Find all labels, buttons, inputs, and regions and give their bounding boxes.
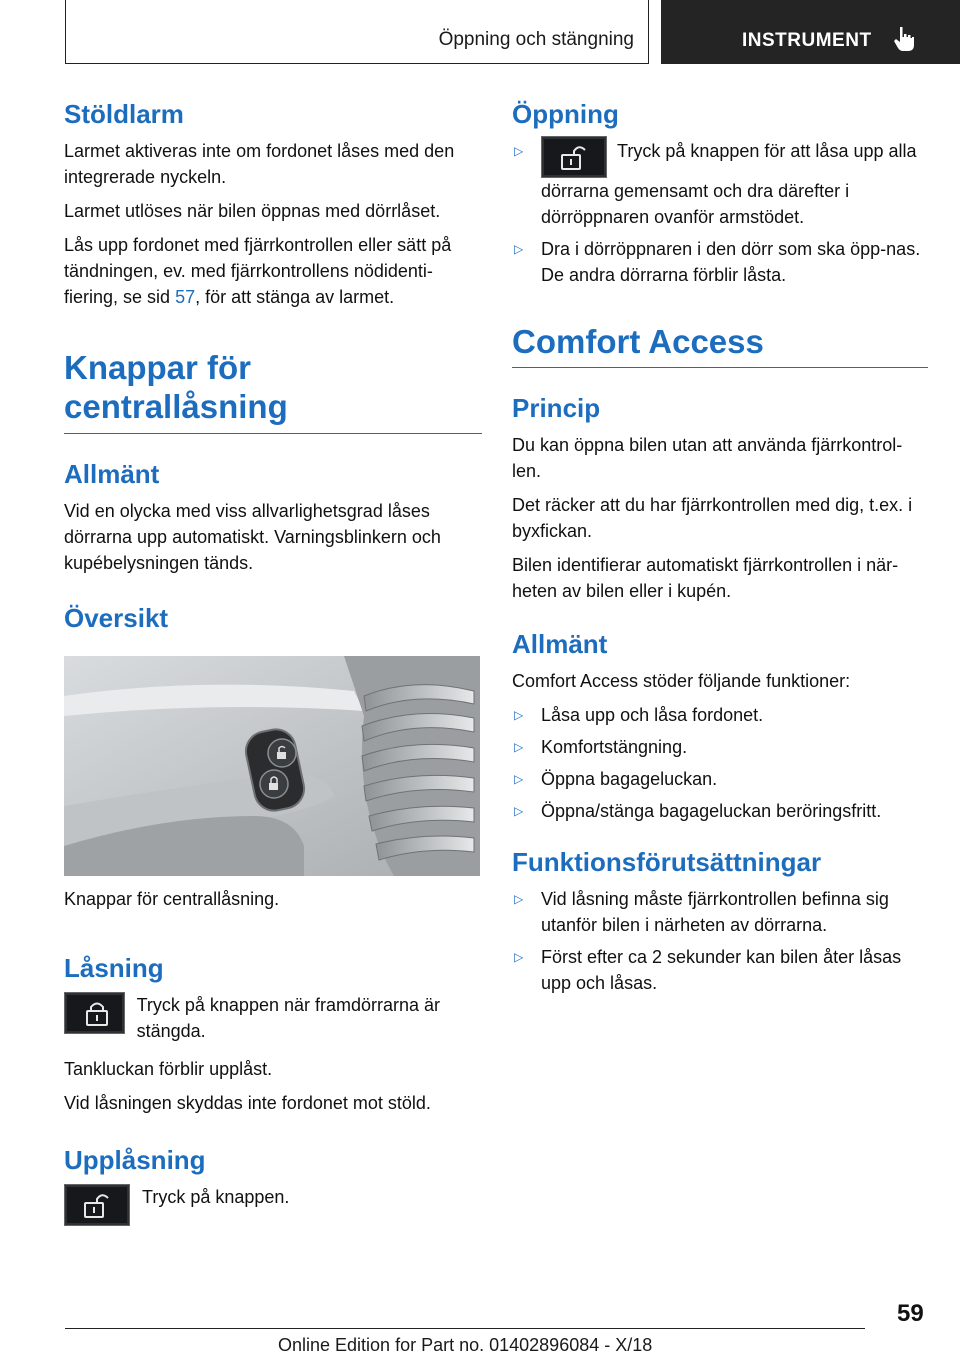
list-item xyxy=(512,138,928,230)
allmant-heading-left: Allmänt xyxy=(64,459,160,490)
lasning-p1: Tankluckan förblir upplåst. xyxy=(64,1058,273,1079)
princip-p3: Bilen identifierar automatiskt fjärrkontrollen i när-heten av bilen eller i kupén. xyxy=(512,555,899,602)
upplasning-row xyxy=(64,1184,482,1226)
chapter-title-centrallasning: Knappar för centrallåsning xyxy=(64,348,482,434)
header-section-title: Öppning och stängning xyxy=(438,28,634,50)
list-item xyxy=(512,944,928,996)
oppning-item-2: Dra i dörröppnaren i den dörr som ska öpp-nas. De andra dörrarna förblir låsta. xyxy=(541,238,921,285)
unlock-button-image xyxy=(64,1184,130,1226)
allmant-item: Låsa upp och låsa fordonet. xyxy=(541,705,764,726)
unlock-icon xyxy=(560,143,588,171)
oppning-item-1: Tryck på knappen för att låsa upp alla dörrarna gemensamt och dra därefter i dörröppnaren ovanför armstödet. xyxy=(541,140,917,227)
header-chapter-tab xyxy=(661,0,960,64)
chapter-title-comfort-access: Comfort Access xyxy=(512,322,928,369)
edition-line: Online Edition for Part no. 01402896084 - X/18 xyxy=(278,1335,653,1355)
left-column xyxy=(64,100,482,1238)
allmant-item: Öppna/stänga bagageluckan beröringsfritt. xyxy=(541,801,882,822)
page-link-57[interactable]: 57 xyxy=(175,286,196,307)
princip-heading: Princip xyxy=(512,393,601,424)
oppning-list xyxy=(512,138,928,288)
oversikt-caption: Knappar för centrallåsning. xyxy=(64,888,280,909)
princip-p2: Det räcker att du har fjärrkontrollen med dig, t.ex. i byxfickan. xyxy=(512,495,913,542)
lock-icon xyxy=(83,999,111,1027)
footer-divider xyxy=(65,1328,865,1329)
triangle-bullet-icon: ▷ xyxy=(514,708,524,723)
triangle-bullet-icon: ▷ xyxy=(514,241,524,256)
allmant-list xyxy=(512,702,928,824)
page-number: 59 xyxy=(897,1300,924,1327)
list-item xyxy=(512,798,928,824)
funktion-item: Vid låsning måste fjärrkontrollen befinna sig utanför bilen i närheten av dörrarna. xyxy=(541,889,889,936)
triangle-bullet-icon: ▷ xyxy=(514,143,524,158)
stoldlarm-p3-text: Lås upp fordonet med fjärrkontrollen eller sätt på tändningen, ev. med fjärrkontrollens nödidenti-fiering, se sid xyxy=(64,234,452,307)
triangle-bullet-icon: ▷ xyxy=(514,950,524,965)
list-item xyxy=(512,702,928,728)
funktion-item: Först efter ca 2 sekunder kan bilen åter låsas upp och låsas. xyxy=(541,947,902,994)
oppning-heading: Öppning xyxy=(512,99,619,129)
funktion-list xyxy=(512,886,928,996)
header-chapter-label: INSTRUMENT xyxy=(742,30,872,51)
lasning-p2: Vid låsningen skyddas inte fordonet mot stöld. xyxy=(64,1092,431,1113)
triangle-bullet-icon: ▷ xyxy=(514,892,524,907)
door-panel-illustration xyxy=(64,656,480,876)
upplasning-heading: Upplåsning xyxy=(64,1144,206,1175)
list-item xyxy=(512,236,928,288)
allmant-intro-right: Comfort Access stöder följande funktioner: xyxy=(512,671,851,692)
upplasning-button-text: Tryck på knappen. xyxy=(142,1186,290,1207)
list-item xyxy=(512,886,928,938)
oversikt-heading: Översikt xyxy=(64,602,169,633)
lasning-button-text: Tryck på knappen när framdörrarna är stängda. xyxy=(136,994,441,1041)
allmant-p1-left: Vid en olycka med viss allvarlighetsgrad låses dörrarna upp automatiskt. Varningsblinkern och kupébelysningen tänds. xyxy=(64,500,441,573)
lasning-row xyxy=(64,992,482,1044)
unlock-button-image-inline xyxy=(541,136,607,178)
right-column xyxy=(512,100,928,1002)
header-section-tab xyxy=(65,0,649,64)
lasning-heading: Låsning xyxy=(64,952,164,983)
funktion-heading: Funktionsförutsättningar xyxy=(512,847,822,878)
list-item xyxy=(512,766,928,792)
stoldlarm-p3 xyxy=(64,232,482,310)
allmant-item: Öppna bagageluckan. xyxy=(541,769,718,790)
door-locking-buttons-photo xyxy=(64,656,480,876)
stoldlarm-p3-tail: , för att stänga av larmet. xyxy=(195,286,395,307)
pointing-hand-icon xyxy=(893,26,915,52)
princip-p1: Du kan öppna bilen utan att använda fjärrkontrol-len. xyxy=(512,435,903,482)
allmant-item: Komfortstängning. xyxy=(541,737,688,758)
stoldlarm-p2: Larmet utlöses när bilen öppnas med dörrlåset. xyxy=(64,200,441,221)
triangle-bullet-icon: ▷ xyxy=(514,772,524,787)
allmant-heading-right: Allmänt xyxy=(512,629,608,660)
unlock-icon xyxy=(83,1191,111,1219)
stoldlarm-heading: Stöldlarm xyxy=(64,99,184,129)
list-item xyxy=(512,734,928,760)
lock-button-image xyxy=(64,992,125,1034)
triangle-bullet-icon: ▷ xyxy=(514,804,524,819)
triangle-bullet-icon: ▷ xyxy=(514,740,524,755)
stoldlarm-p1: Larmet aktiveras inte om fordonet låses med den integrerade nyckeln. xyxy=(64,140,455,187)
